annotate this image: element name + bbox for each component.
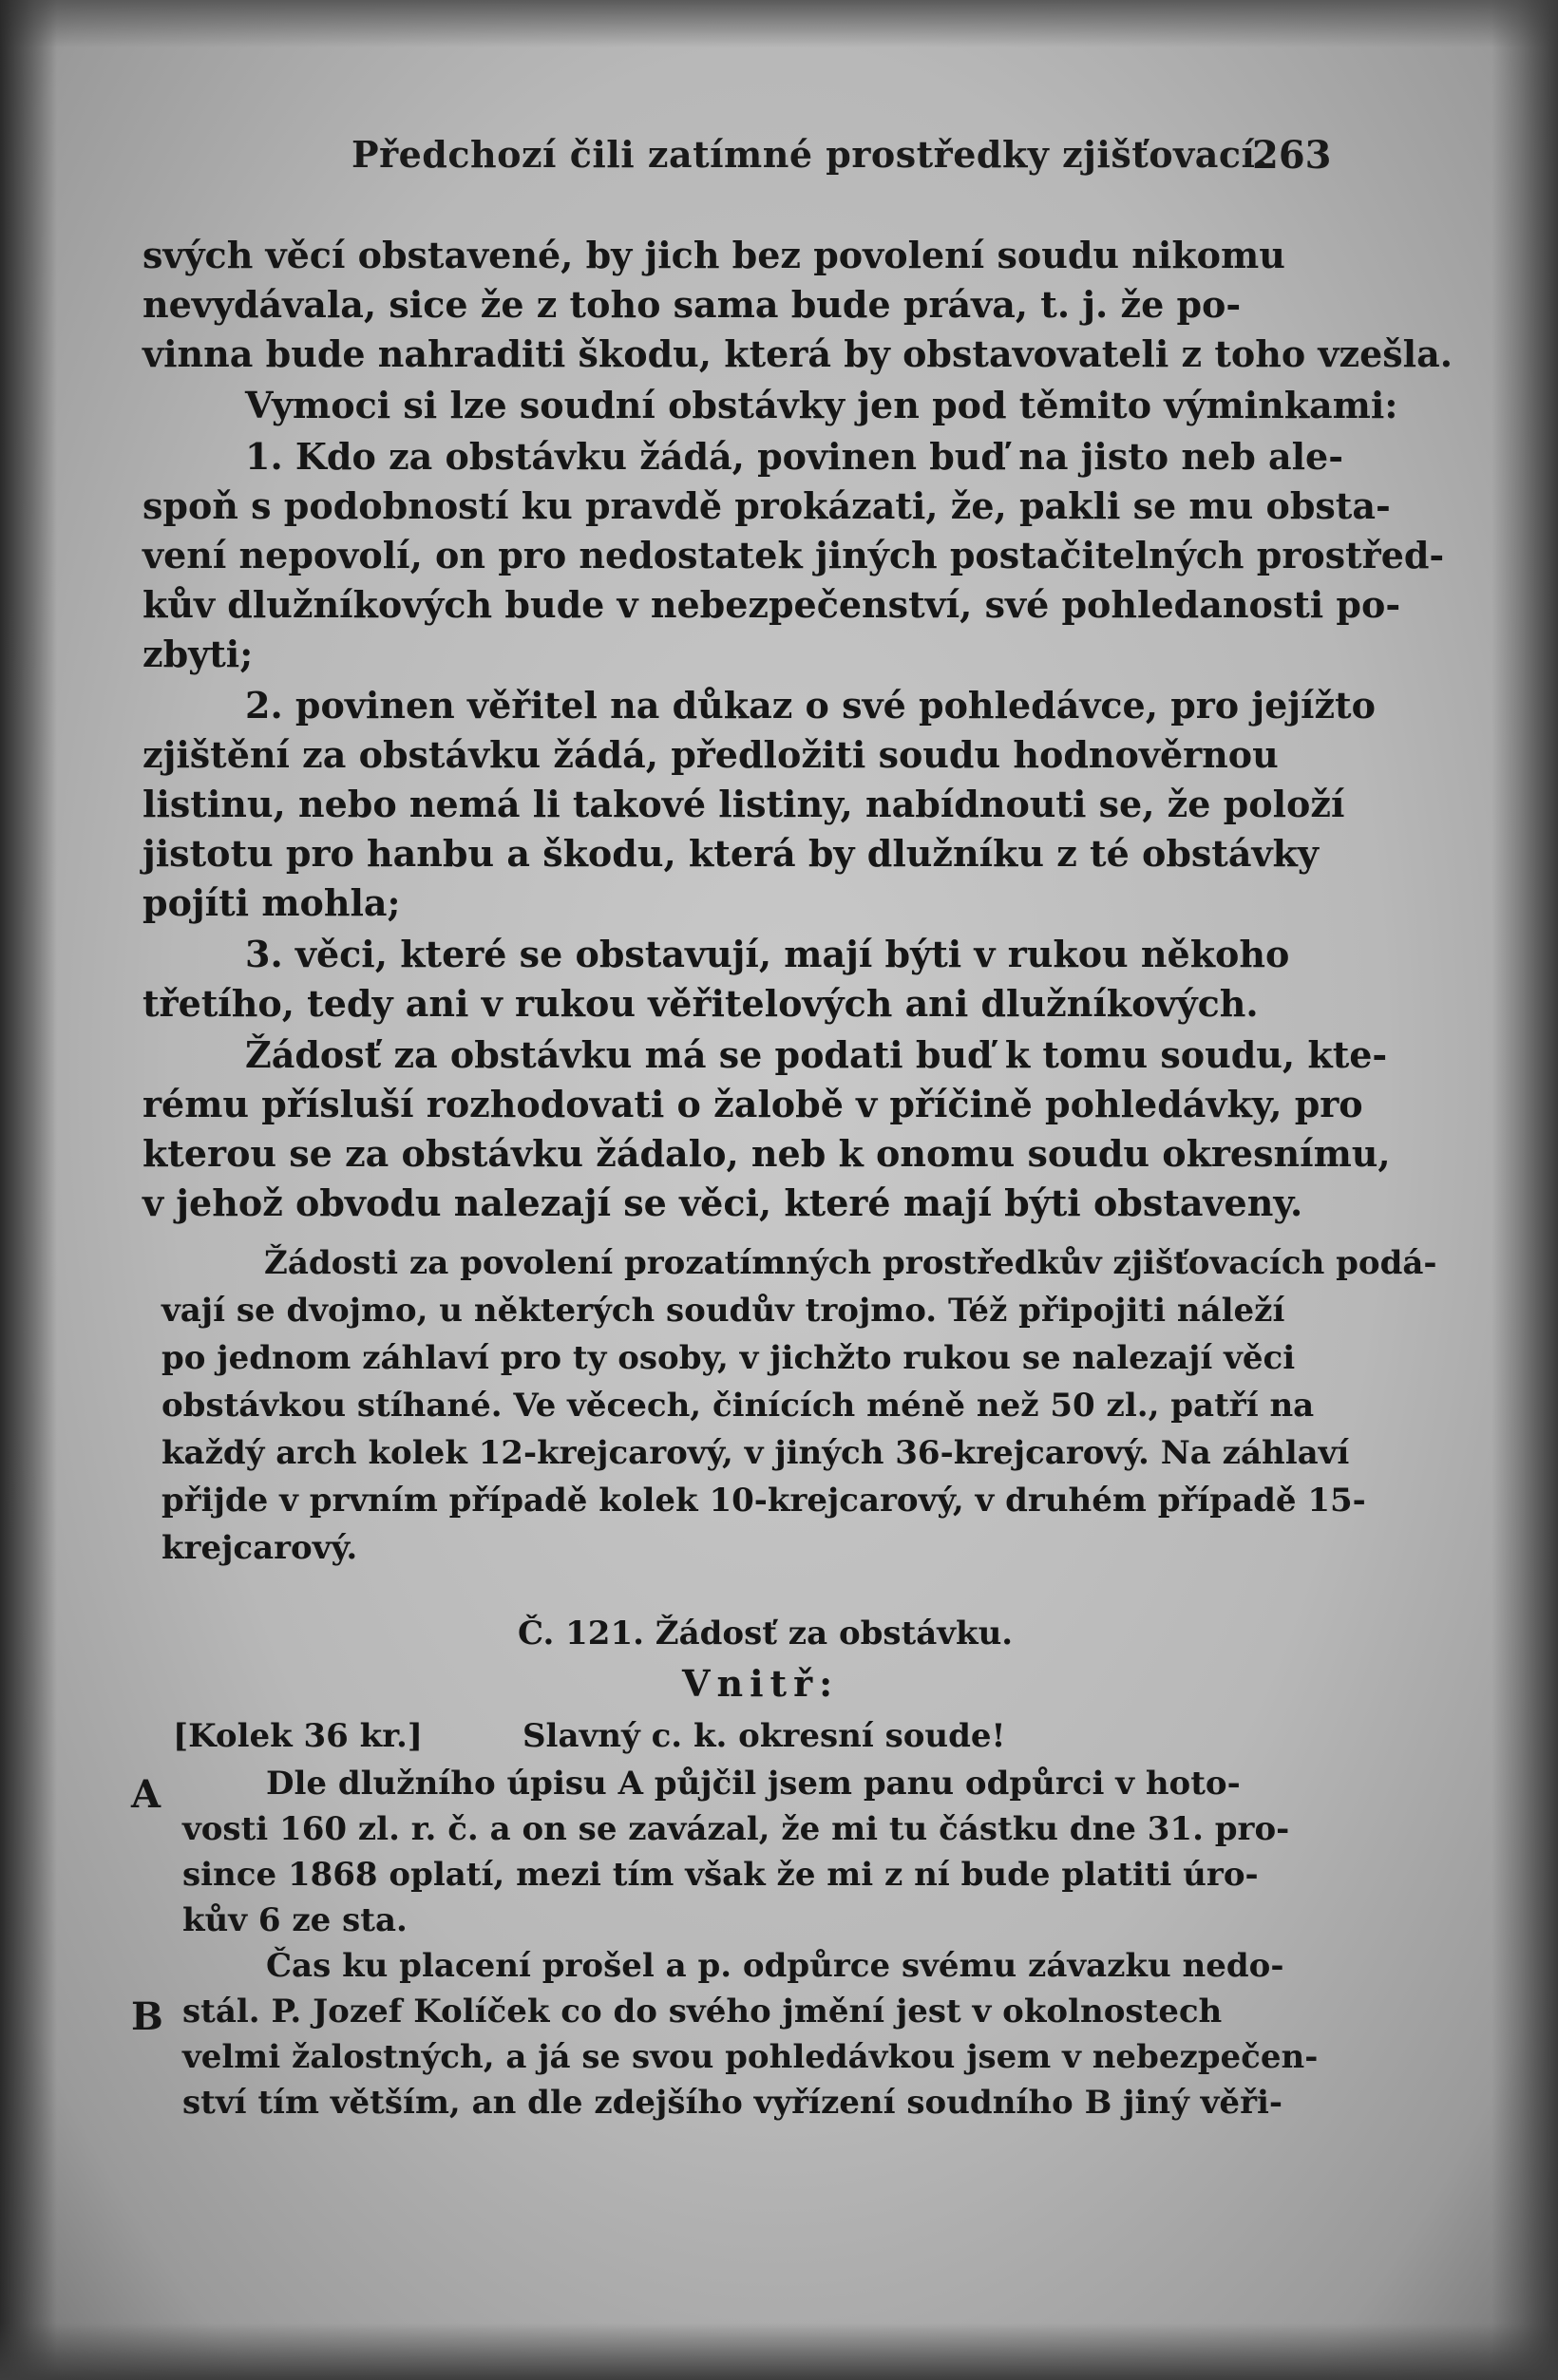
running-title: Předchozí čili zatímné prostředky zjišťovací. xyxy=(352,133,1269,176)
form-line: stál. P. Jozef Kolíček co do svého jmění jest v okolnostech xyxy=(182,1993,1223,2031)
body-line: třetího, tedy ani v rukou věřitelových ani dlužníkových. xyxy=(142,982,1259,1025)
body-line: svých věcí obstavené, by jich bez povolení soudu nikomu xyxy=(142,234,1285,276)
body-line: listinu, nebo nemá li takové listiny, nabídnouti se, že položí xyxy=(142,783,1345,825)
body-line: kterou se za obstávku žádalo, neb k onomu soudu okresnímu, xyxy=(142,1132,1391,1175)
body-line: rému přísluší rozhodovati o žalobě v příčině pohledávky, pro xyxy=(142,1083,1363,1125)
note-line: krejcarový. xyxy=(162,1529,358,1567)
note-line: přijde v prvním případě kolek 10-krejcarový, v druhém případě 15- xyxy=(162,1482,1366,1520)
form-line: kův 6 ze sta. xyxy=(182,1901,408,1939)
note-line: Žádosti za povolení prozatímných prostředkův zjišťovacích podá- xyxy=(264,1244,1437,1282)
body-line: vinna bude nahraditi škodu, která by obstavovateli z toho vzešla. xyxy=(142,332,1453,375)
form-line: Dle dlužního úpisu A půjčil jsem panu odpůrci v hoto- xyxy=(266,1765,1241,1803)
body-line: 3. věci, které se obstavují, mají býti v rukou někoho xyxy=(245,933,1290,975)
form-line: since 1868 oplatí, mezi tím však že mi z ní bude platiti úro- xyxy=(182,1856,1259,1894)
page-edge-right xyxy=(1492,0,1558,2380)
stamp-note: [Kolek 36 kr.] xyxy=(173,1717,423,1755)
page-edge-top xyxy=(0,0,1558,47)
form-line: Čas ku placení prošel a p. odpůrce svému závazku nedo- xyxy=(266,1947,1284,1985)
body-line: 1. Kdo za obstávku žádá, povinen buď na jisto neb ale- xyxy=(245,435,1343,478)
margin-letter-b: B xyxy=(131,1994,163,2039)
body-line: pojíti mohla; xyxy=(142,881,401,924)
page-edge-left xyxy=(0,0,57,2380)
note-line: po jednom záhlaví pro ty osoby, v jichžto rukou se nalezají věci xyxy=(162,1339,1296,1377)
form-heading: Č. 121. Žádosť za obstávku. xyxy=(518,1615,1014,1653)
margin-letter-a: A xyxy=(131,1772,162,1817)
note-line: obstávkou stíhané. Ve věcech, činících méně než 50 zl., patří na xyxy=(162,1387,1315,1425)
body-line: vení nepovolí, on pro nedostatek jiných postačitelných prostřed- xyxy=(142,534,1445,576)
body-line: v jehož obvodu nalezají se věci, které mají býti obstaveny. xyxy=(142,1181,1303,1224)
body-line: Žádosť za obstávku má se podati buď k tomu soudu, kte- xyxy=(245,1033,1388,1076)
note-line: vají se dvojmo, u některých soudův trojmo. Též připojiti náleží xyxy=(162,1292,1285,1330)
body-line: zbyti; xyxy=(142,633,254,675)
page-number: 263 xyxy=(1252,133,1332,178)
court-address: Slavný c. k. okresní soude! xyxy=(522,1717,1006,1755)
body-line: zjištění za obstávku žádá, předložiti soudu hodnověrnou xyxy=(142,733,1279,776)
form-line: vosti 160 zl. r. č. a on se zavázal, že mi tu částku dne 31. pro- xyxy=(182,1810,1290,1848)
page-edge-bottom xyxy=(0,2323,1558,2380)
body-line: nevydávala, sice že z toho sama bude práva, t. j. že po- xyxy=(142,283,1242,326)
form-subheading: Vnitř: xyxy=(682,1662,840,1705)
body-line: jistotu pro hanbu a škodu, která by dlužníku z té obstávky xyxy=(142,832,1319,875)
body-line: spoň s podobností ku pravdě prokázati, že, pakli se mu obsta- xyxy=(142,484,1391,527)
body-line: kův dlužníkových bude v nebezpečenství, své pohledanosti po- xyxy=(142,583,1401,626)
body-line: Vymoci si lze soudní obstávky jen pod těmito výminkami: xyxy=(245,384,1398,426)
form-line: ství tím větším, an dle zdejšího vyřízení soudního B jiný věři- xyxy=(182,2084,1283,2122)
form-line: velmi žalostných, a já se svou pohledávkou jsem v nebezpečen- xyxy=(182,2038,1319,2076)
note-line: každý arch kolek 12-krejcarový, v jiných 36-krejcarový. Na záhlaví xyxy=(162,1434,1350,1472)
body-line: 2. povinen věřitel na důkaz o své pohledávce, pro jejížto xyxy=(245,684,1376,727)
